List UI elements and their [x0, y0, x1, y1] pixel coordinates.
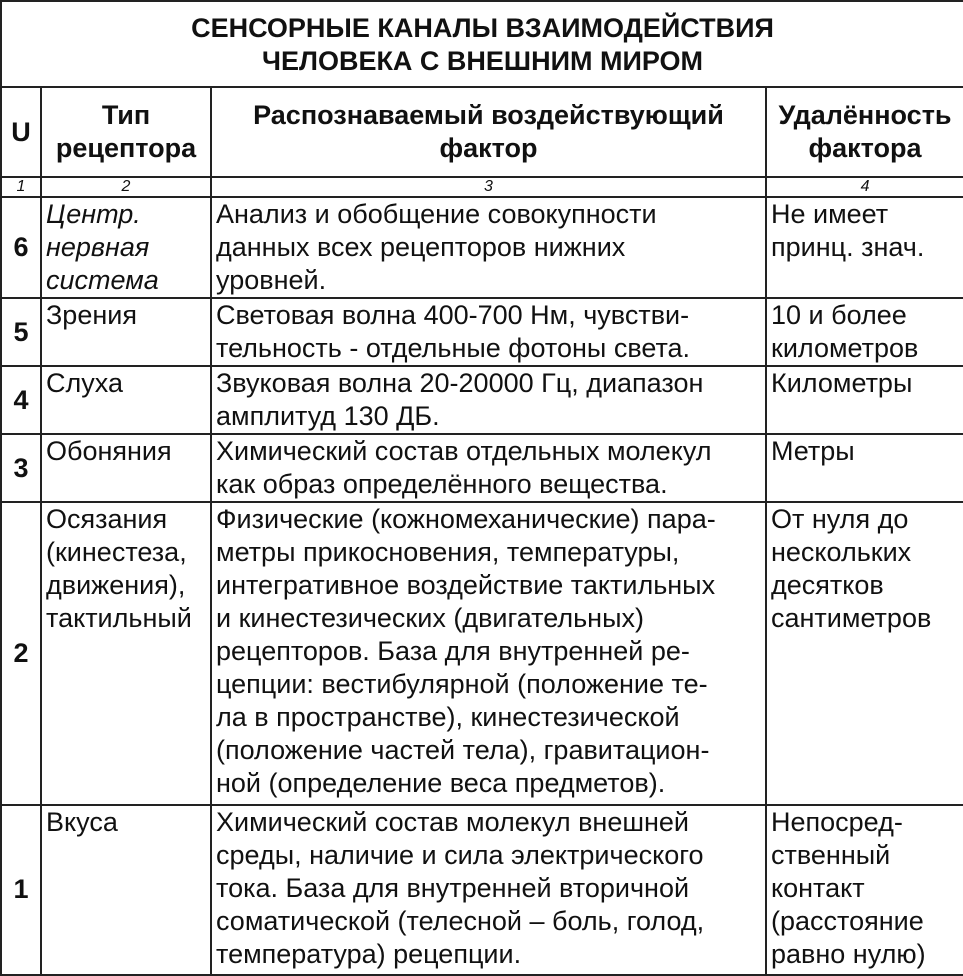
distance-cell: 10 и более километров — [766, 298, 963, 366]
distance-cell: Непосред- ственный контакт (расстояние равно нулю) — [766, 805, 963, 975]
distance-cell: Километры — [766, 366, 963, 434]
header-distance: Удалённость фактора — [766, 87, 963, 177]
header-row — [1, 87, 963, 177]
level-cell: 2 — [1, 502, 41, 804]
distance-cell: От нуля до нескольких десятков сантиметров — [766, 502, 963, 804]
table-row — [1, 366, 963, 434]
receptor-cell: Обоняния — [41, 434, 211, 502]
column-number: 3 — [211, 177, 766, 197]
header-u: U — [1, 87, 41, 177]
header-factor: Распознаваемый воздействующий фактор — [211, 87, 766, 177]
factor-cell: Химический состав отдельных молекул как образ определённого вещества. — [211, 434, 766, 502]
distance-cell: Метры — [766, 434, 963, 502]
factor-cell: Физические (кожномеханические) пара- метры прикосновения, температуры, интегративное воздействие тактильных и кинестезических (двигательных) рецепторов. База для внутренней ре- цепции: вестибулярной (положение те- ла в пространстве), кинестезической (положение частей тела), гравитацион- ной (определение веса предметов). — [211, 502, 766, 804]
table-row — [1, 434, 963, 502]
table-row — [1, 197, 963, 298]
receptor-cell: Слуха — [41, 366, 211, 434]
header-receptor-type: Тип рецептора — [41, 87, 211, 177]
table-row — [1, 298, 963, 366]
level-cell: 6 — [1, 197, 41, 298]
table-row — [1, 805, 963, 975]
column-number: 1 — [1, 177, 41, 197]
table-row — [1, 502, 963, 804]
column-number: 2 — [41, 177, 211, 197]
receptor-cell: Осязания (кинестеза, движения), тактильный — [41, 502, 211, 804]
receptor-cell: Центр. нервная система — [41, 197, 211, 298]
factor-cell: Анализ и обобщение совокупности данных всех рецепторов нижних уровней. — [211, 197, 766, 298]
factor-cell: Химический состав молекул внешней среды, наличие и сила электрического тока. База для внутренней вторичной соматической (телесной – боль, голод, температура) рецепции. — [211, 805, 766, 975]
level-cell: 5 — [1, 298, 41, 366]
title-row — [1, 1, 963, 87]
column-number-row — [1, 177, 963, 197]
level-cell: 3 — [1, 434, 41, 502]
receptor-cell: Зрения — [41, 298, 211, 366]
factor-cell: Звуковая волна 20-20000 Гц, диапазон амплитуд 130 ДБ. — [211, 366, 766, 434]
receptor-cell: Вкуса — [41, 805, 211, 975]
level-cell: 4 — [1, 366, 41, 434]
table-title: СЕНСОРНЫЕ КАНАЛЫ ВЗАИМОДЕЙСТВИЯ ЧЕЛОВЕКА С ВНЕШНИМ МИРОМ — [1, 1, 963, 87]
factor-cell: Световая волна 400-700 Нм, чувстви- тельность - отдельные фотоны света. — [211, 298, 766, 366]
level-cell: 1 — [1, 805, 41, 975]
distance-cell: Не имеет принц. знач. — [766, 197, 963, 298]
column-number: 4 — [766, 177, 963, 197]
